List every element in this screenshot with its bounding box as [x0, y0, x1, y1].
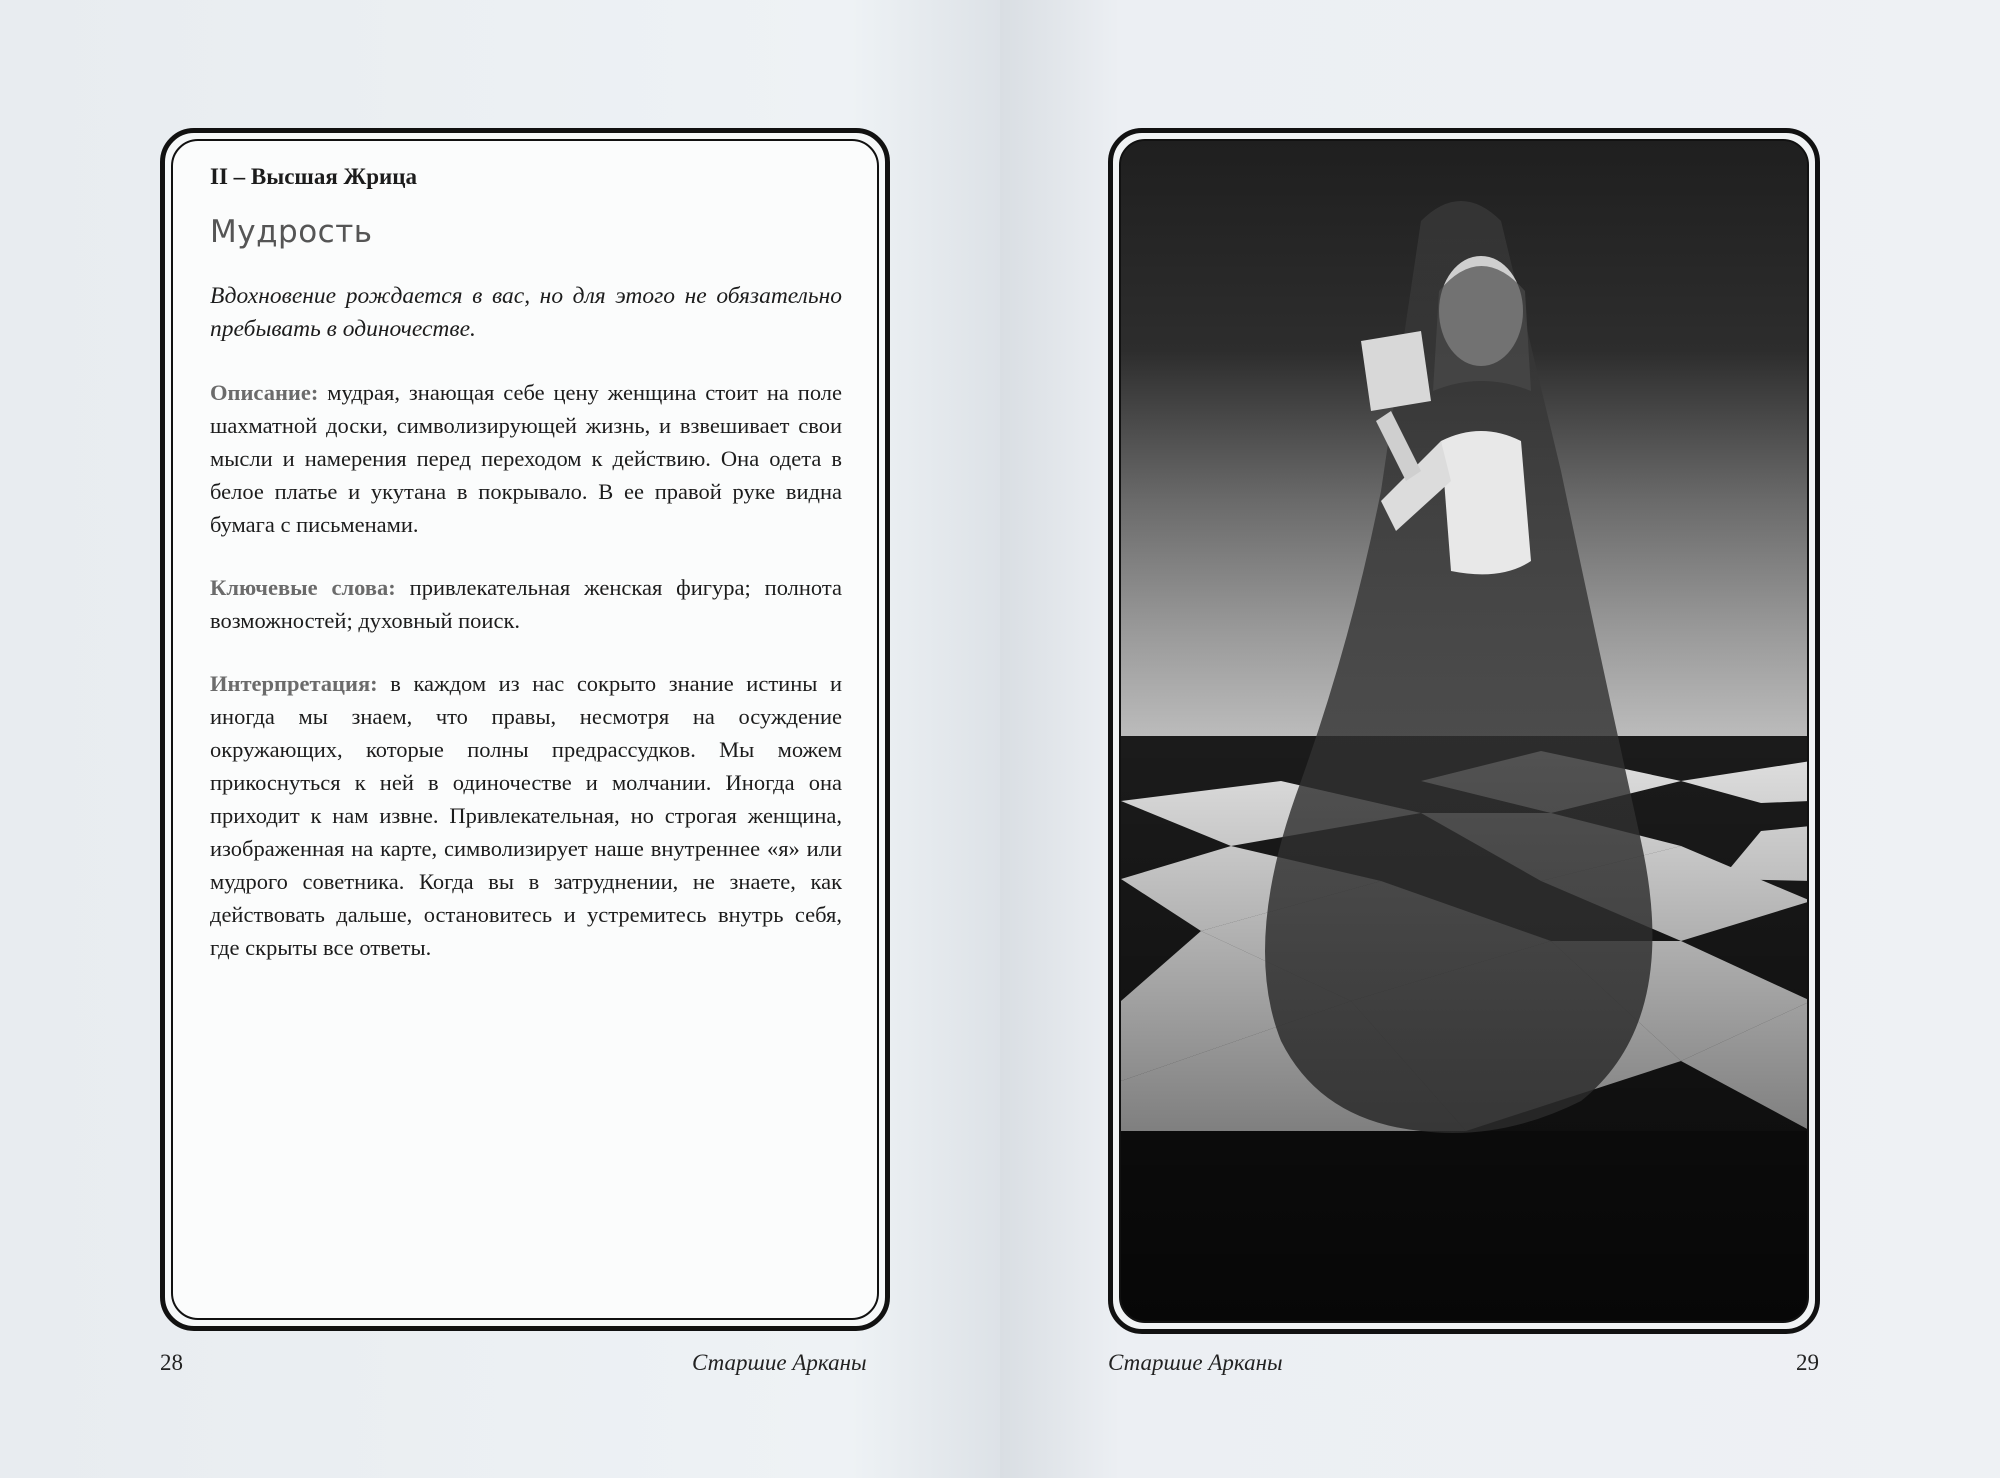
card-title: II – Высшая Жрица — [210, 164, 418, 189]
left-running-title: Старшие Арканы — [692, 1350, 867, 1375]
interpretation-paragraph — [210, 667, 842, 964]
interpretation-text: в каждом из нас сокрыто знание истины и иногда мы знаем, что правы, несмотря на осуждение окружающих, которые полны предрассудков. Мы можем прикоснуться к ней в одиночестве и молчании. Иногда она приходит к нам извне. Привлекательная, но строгая женщина, изображенная на карте, символизирует наше внутреннее «я» или мудрого советника. Когда вы в затруднении, не знаете, как действовать дальше, остановитесь и устремитесь внутрь себя, где скрыты все ответы. — [210, 671, 842, 960]
paper-scroll — [1361, 331, 1431, 411]
card-keyword: Мудрость — [210, 214, 373, 250]
card-description — [210, 160, 842, 964]
right-running-title: Старшие Арканы — [1108, 1350, 1283, 1375]
left-page-number: 28 — [160, 1350, 183, 1375]
right-page-number: 29 — [1796, 1350, 1819, 1375]
tarot-card-frame — [1108, 128, 1820, 1334]
keywords-text: привлекательная женская фигура; полнота возможностей; духовный поиск. — [210, 575, 842, 633]
description-label: Описание: — [210, 380, 319, 405]
interpretation-label: Интерпретация: — [210, 671, 378, 696]
tarot-card-illustration — [1119, 139, 1809, 1323]
description-text: мудрая, знающая себе цену женщина стоит на поле шахматной доски, символизирующей жизнь, и взвешивает свои мысли и намерения перед переходом к действию. Она одета в белое платье и укутана в покрывало. В ее правой руке видна бумага с письменами. — [210, 380, 842, 537]
high-priestess-illustration — [1121, 141, 1809, 1321]
card-quote: Вдохновение рождается в вас, но для этого не обязательно пребывать в одиночестве. — [210, 283, 842, 342]
description-paragraph — [210, 376, 842, 541]
keywords-label: Ключевые слова: — [210, 575, 396, 600]
keywords-paragraph — [210, 571, 842, 637]
